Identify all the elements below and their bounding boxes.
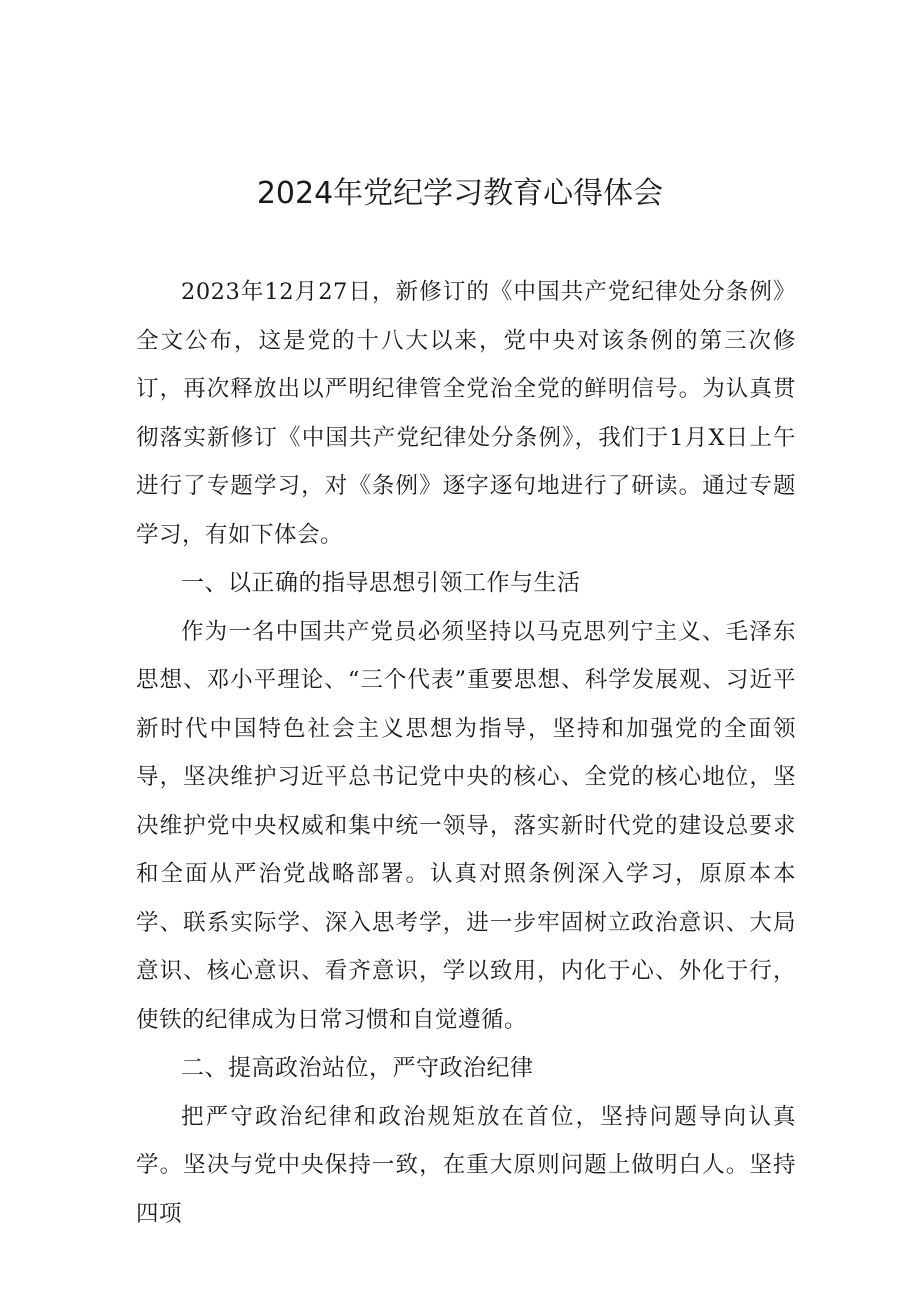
section-heading-2: 二、提高政治站位，严守政治纪律	[181, 1055, 534, 1081]
document-title: 2024年党纪学习教育心得体会	[256, 176, 664, 211]
section-paragraph-2: 把严守政治纪律和政治规矩放在首位，坚持问题导向认真学。坚决与党中央保持一致，在重大原则问题上做明白人。坚持四项	[136, 1103, 796, 1227]
document-body	[136, 268, 796, 1238]
intro-paragraph: 2023年12月27日，新修订的《中国共产党纪律处分条例》全文公布，这是党的十八大以来，党中央对该条例的第三次修订，再次释放出以严明纪律管全党治全党的鲜明信号。为认真贯彻落实新修订《中国共产党纪律处分条例》，我们于1月X日上午进行了专题学习，对《条例》逐字逐句地进行了研读。通过专题学习，有如下体会。	[136, 279, 796, 548]
section-heading-1: 一、以正确的指导思想引领工作与生活	[181, 570, 581, 596]
section-paragraph-1: 作为一名中国共产党员必须坚持以马克思列宁主义、毛泽东思想、邓小平理论、“三个代表”重要思想、科学发展观、习近平新时代中国特色社会主义思想为指导，坚持和加强党的全面领导，坚决维护习近平总书记党中央的核心、全党的核心地位，坚决维护党中央权威和集中统一领导，落实新时代党的建设总要求和全面从严治党战略部署。认真对照条例深入学习，原原本本学、联系实际学、深入思考学，进一步牢固树立政治意识、大局意识、核心意识、看齐意识，学以致用，内化于心、外化于行，使铁的纪律成为日常习惯和自觉遵循。	[136, 618, 796, 1033]
